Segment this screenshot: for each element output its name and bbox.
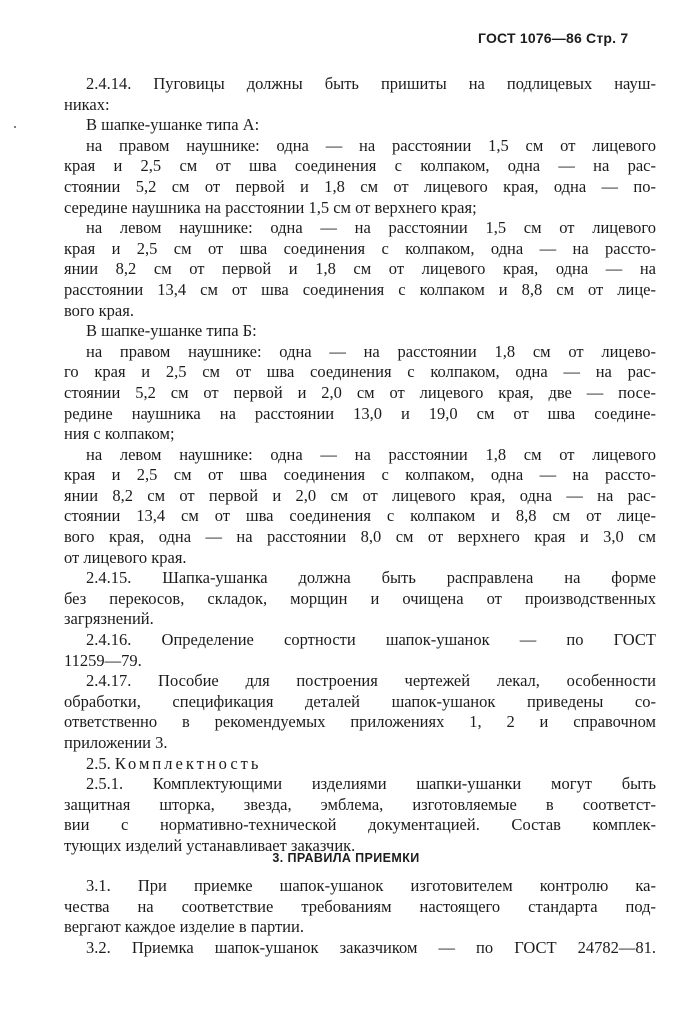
- section-3-text-block: [64, 876, 656, 958]
- type-b-right-line-2: го края и 2,5 см от шва соединения с колпаком, одна — на рас-: [64, 362, 656, 382]
- paragraph-2-5-1-line-3: вии с нормативно-технической документацией. Состав комплек-: [64, 815, 656, 835]
- paragraph-2-4-14-line-1: 2.4.14. Пуговицы должны быть пришиты на подлицевых науш-: [86, 74, 656, 93]
- paragraph-2-4-15-line-1: 2.4.15. Шапка-ушанка должна быть расправлена на форме: [86, 568, 656, 588]
- type-a-right-line-4: середине наушника на расстоянии 1,5 см от верхнего края;: [64, 197, 477, 217]
- type-b-right-line-3: стоянии 5,2 см от первой и 2,0 см от лицевого края, две — посе-: [64, 382, 656, 402]
- paragraph-2-4-17-line-4: приложении 3.: [64, 733, 168, 752]
- section-2-5-heading: 2.5. Комплектность: [86, 753, 262, 773]
- type-a-left-line-3: янии 8,2 см от первой и 1,8 см от лицевого края, одна — на: [64, 259, 656, 279]
- paragraph-2-4-16-line-2: 11259—79.: [64, 650, 142, 670]
- paragraph-3-1-line-3: вергают каждое изделие в партии.: [64, 917, 304, 937]
- type-b-left-line-5: вого края, одна — на расстоянии 8,0 см от верхнего края и 3,0 см: [64, 527, 656, 547]
- paragraph-2-4-14-line-2: никах:: [64, 94, 110, 114]
- paragraph-3-1-line-2: чества на соответствие требованиям настоящего стандарта под-: [64, 896, 656, 916]
- type-b-right-line-4: редине наушника на расстоянии 13,0 и 19,0 см от шва соедине-: [64, 403, 656, 423]
- paragraph-2-4-17-line-1: 2.4.17. Пособие для построения чертежей лекал, особенности: [86, 671, 656, 691]
- paragraph-2-4-15-line-3: загрязнений.: [64, 609, 154, 629]
- type-b-right-line-5: ния с колпаком;: [64, 424, 175, 444]
- type-b-left-line-3: янии 8,2 см от первой и 2,0 см от лицевого края, одна — на рас-: [64, 485, 656, 505]
- paragraph-2-5-1-line-4: тующих изделий устанавливает заказчик.: [64, 835, 356, 855]
- type-b-heading: В шапке-ушанке типа Б:: [86, 321, 257, 341]
- paragraph-2-5-1-line-2: защитная шторка, звезда, эмблема, изготовляемые в соответст-: [64, 794, 656, 814]
- type-b-left-line-1: на левом наушнике: одна — на расстоянии 1,8 см от лицевого: [86, 444, 656, 464]
- type-b-left-line-6: от лицевого края.: [64, 547, 187, 567]
- type-a-left-line-4: расстоянии 13,4 см от шва соединения с колпаком и 8,8 см от лице-: [64, 279, 656, 299]
- type-a-right-line-1: на правом наушнике: одна — на расстоянии 1,5 см от лицевого: [86, 135, 656, 155]
- type-a-left-line-5: вого края.: [64, 300, 134, 320]
- main-text-block: [64, 74, 656, 857]
- type-a-right-line-3: стоянии 5,2 см от первой и 1,8 см от лицевого края, одна — по-: [64, 176, 656, 196]
- paragraph-3-1-line-1: 3.1. При приемке шапок-ушанок изготовителем контролю ка-: [86, 876, 656, 895]
- type-a-right-line-2: края и 2,5 см от шва соединения с колпаком, одна — на рас-: [64, 156, 656, 176]
- paragraph-2-4-17-line-2: обработки, спецификация деталей шапок-ушанок приведены со-: [64, 691, 656, 711]
- type-a-left-line-1: на левом наушнике: одна — на расстоянии 1,5 см от лицевого: [86, 218, 656, 238]
- paragraph-2-4-16-line-1: 2.4.16. Определение сортности шапок-ушанок — по ГОСТ: [86, 630, 656, 650]
- type-a-left-line-2: края и 2,5 см от шва соединения с колпаком, одна — на рассто-: [64, 238, 656, 258]
- scan-speck: [14, 126, 16, 128]
- paragraph-3-2-line-1: 3.2. Приемка шапок-ушанок заказчиком — по ГОСТ 24782—81.: [86, 937, 656, 957]
- type-b-left-line-4: стоянии 13,4 см от шва соединения с колпаком и 8,8 см от лице-: [64, 506, 656, 526]
- page-header: ГОСТ 1076—86 Стр. 7: [478, 30, 629, 46]
- paragraph-2-4-17-line-3: ответственно в рекомендуемых приложениях 1, 2 и справочном: [64, 712, 656, 732]
- section-3-title: 3. ПРАВИЛА ПРИЕМКИ: [272, 851, 420, 865]
- type-a-heading: В шапке-ушанке типа А:: [86, 115, 260, 135]
- type-b-left-line-2: края и 2,5 см от шва соединения с колпаком, одна — на рассто-: [64, 465, 656, 485]
- type-b-right-line-1: на правом наушнике: одна — на расстоянии 1,8 см от лицево-: [86, 341, 656, 361]
- paragraph-2-5-1-line-1: 2.5.1. Комплектующими изделиями шапки-ушанки могут быть: [86, 774, 656, 794]
- section-2-5-title: Комплектность: [114, 753, 262, 773]
- paragraph-2-4-15-line-2: без перекосов, складок, морщин и очищена от производственных: [64, 588, 656, 608]
